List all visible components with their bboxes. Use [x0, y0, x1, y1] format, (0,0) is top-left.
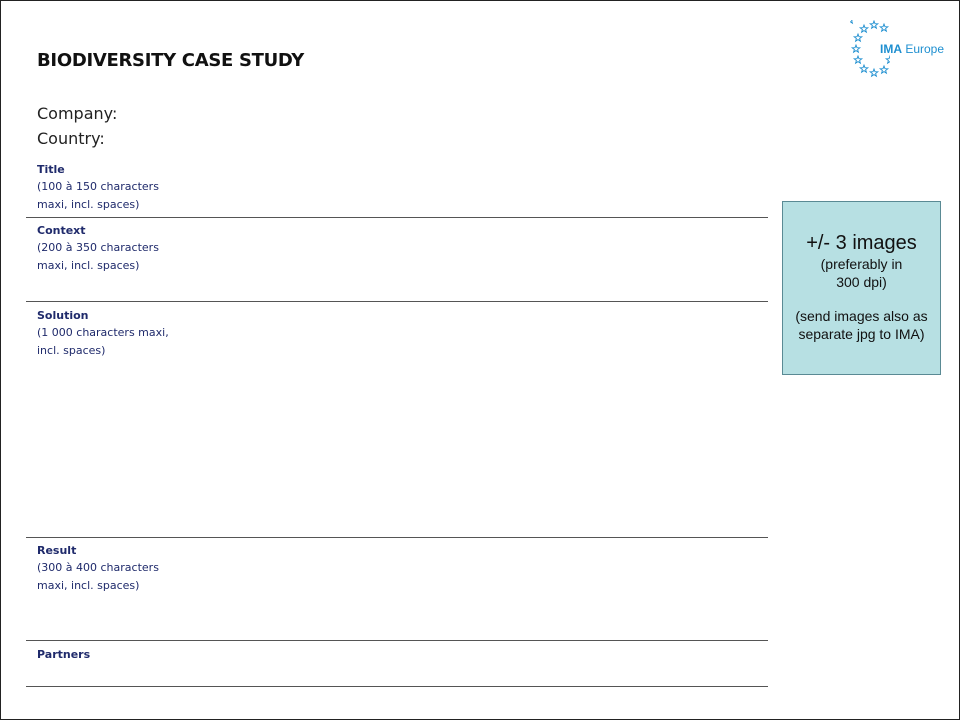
- ima-europe-logo: [850, 20, 946, 80]
- section-head: Title: [37, 163, 65, 176]
- logo-text: [880, 42, 944, 56]
- images-note: (send images also as: [795, 308, 928, 324]
- images-note: separate jpg to IMA): [798, 326, 925, 342]
- section-note: incl. spaces): [37, 344, 106, 357]
- section-head: Solution: [37, 309, 89, 322]
- images-count: +/- 3 images: [806, 232, 917, 254]
- images-placeholder-box: [782, 201, 941, 375]
- section-head: Result: [37, 544, 77, 557]
- logo-brand-bold: IMA: [880, 42, 902, 56]
- images-note: (preferably in: [820, 256, 903, 272]
- section-solution: [26, 308, 768, 538]
- page-title: BIODIVERSITY CASE STUDY: [37, 50, 304, 71]
- section-partners-label: [37, 647, 207, 663]
- section-title-label: [37, 162, 207, 214]
- section-note: maxi, incl. spaces): [37, 259, 140, 272]
- section-note: maxi, incl. spaces): [37, 198, 140, 211]
- section-note: (100 à 150 characters: [37, 180, 159, 193]
- section-result-label: [37, 543, 207, 595]
- section-solution-label: [37, 308, 207, 360]
- section-context: [26, 223, 768, 302]
- logo-brand-rest: Europe: [902, 42, 945, 56]
- section-result: [26, 543, 768, 641]
- section-note: (200 à 350 characters: [37, 241, 159, 254]
- section-note: (300 à 400 characters: [37, 561, 159, 574]
- section-partners: [26, 647, 768, 687]
- country-label: Country:: [37, 129, 105, 148]
- section-note: (1 000 characters maxi,: [37, 326, 169, 339]
- section-head: Partners: [37, 648, 91, 661]
- company-label: Company:: [37, 104, 118, 123]
- section-title: [26, 162, 768, 218]
- section-head: Context: [37, 224, 86, 237]
- section-context-label: [37, 223, 207, 275]
- images-note: 300 dpi): [836, 274, 887, 290]
- section-note: maxi, incl. spaces): [37, 579, 140, 592]
